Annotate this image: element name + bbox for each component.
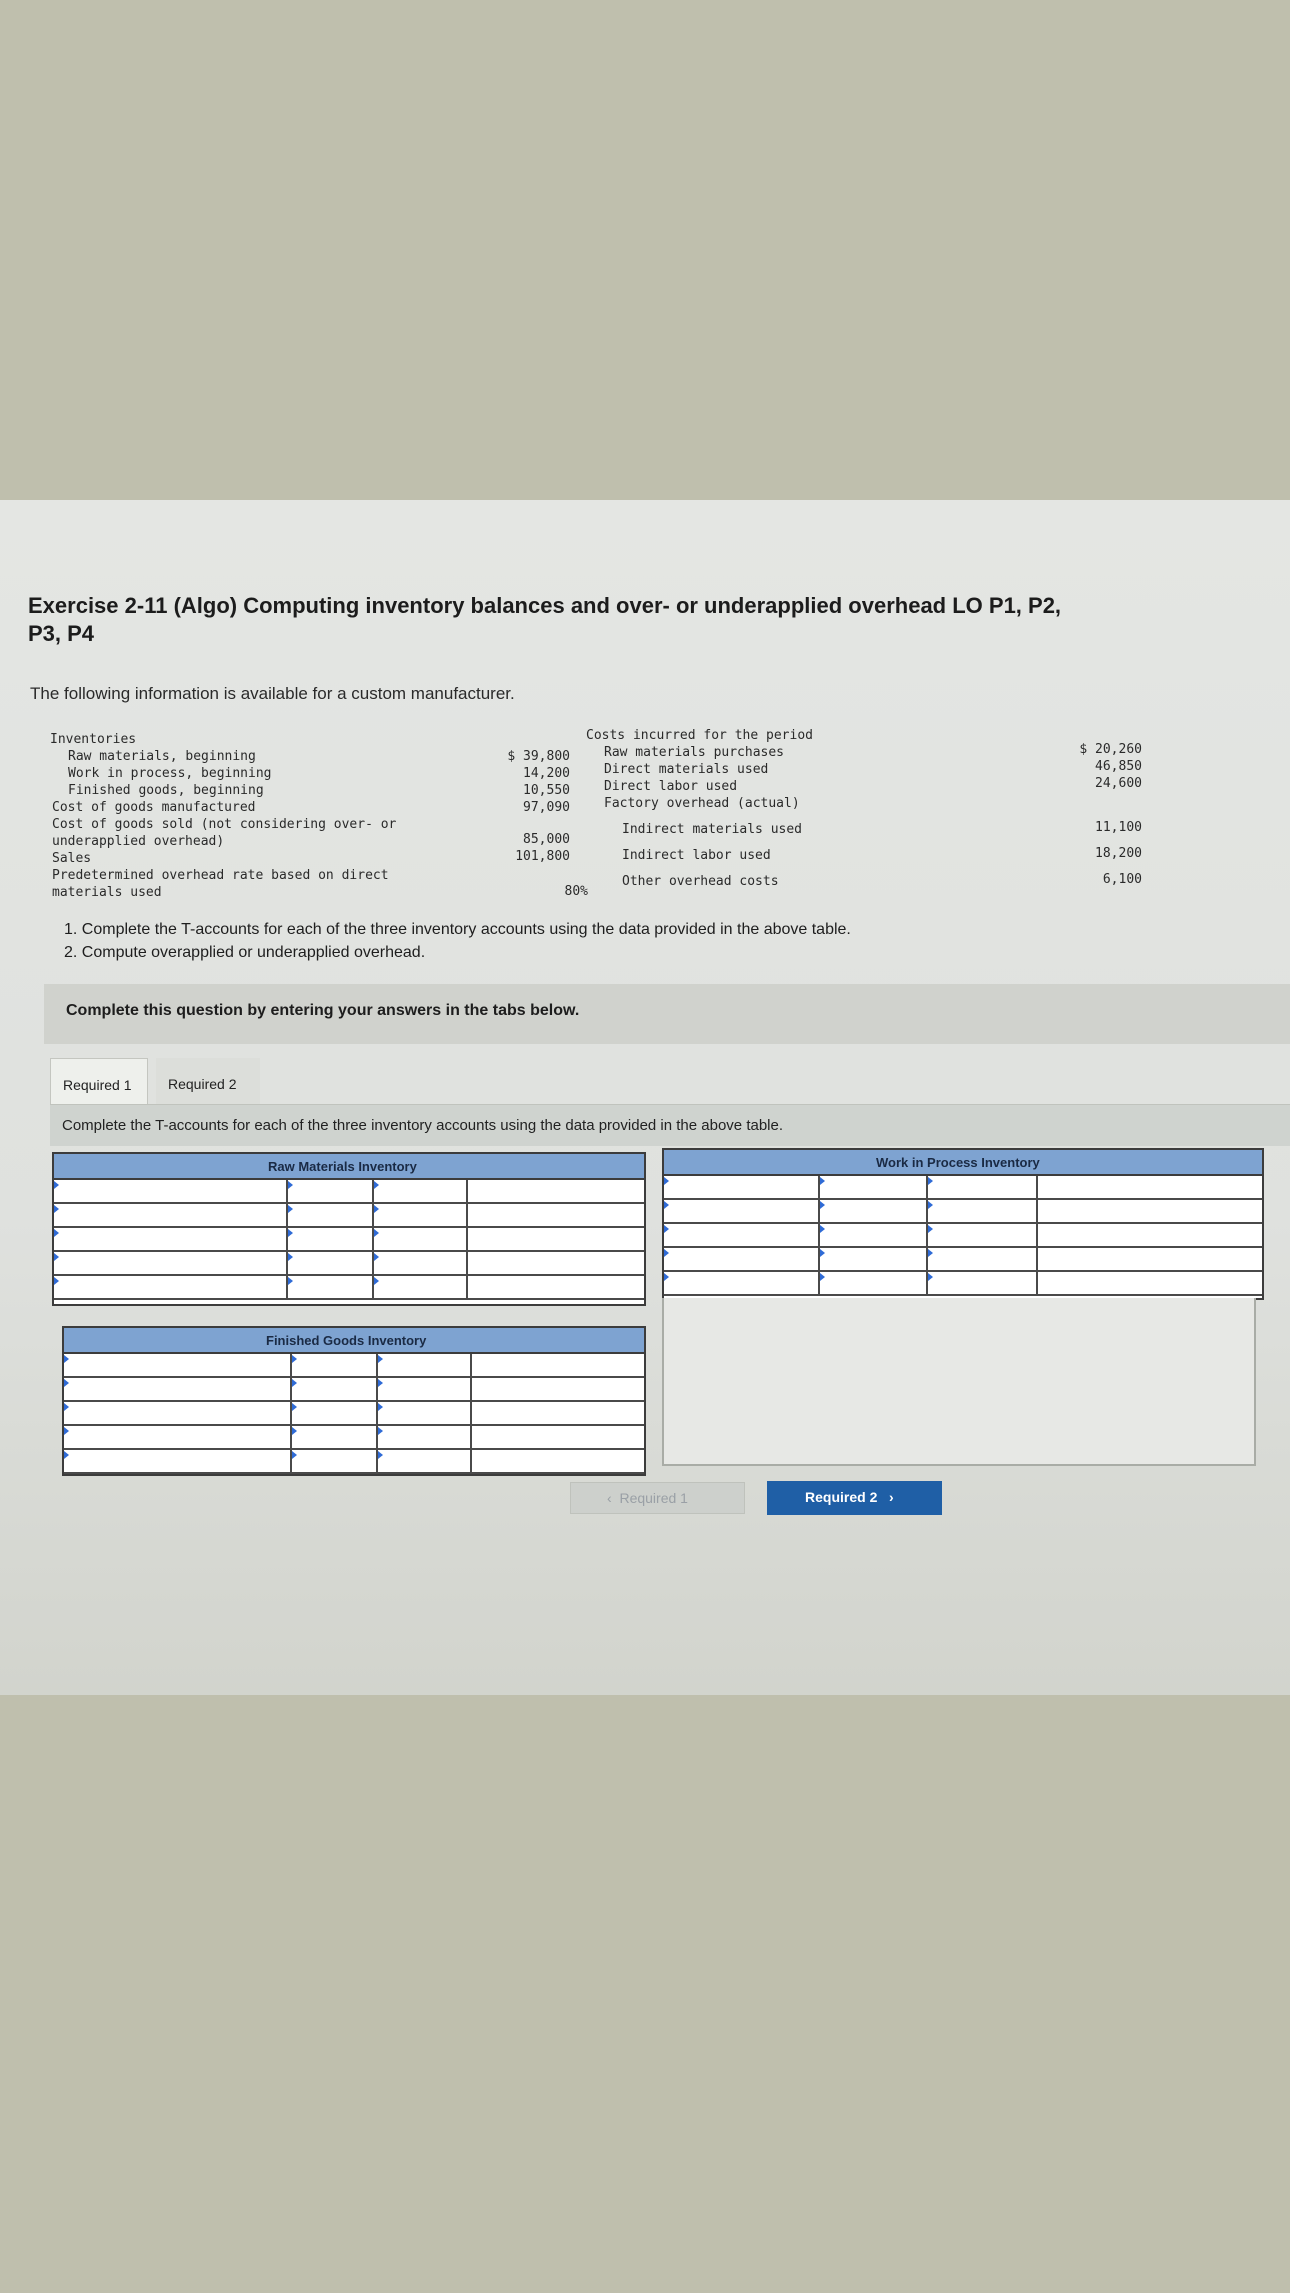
- t-account-debit-amount-input[interactable]: [288, 1276, 374, 1298]
- t-account-debit-label-input[interactable]: [64, 1378, 292, 1400]
- value-sales: 101,800: [515, 849, 570, 864]
- input-flag-icon: [378, 1427, 383, 1435]
- value-indirect-materials-used: 11,100: [1095, 820, 1142, 835]
- prev-button-label: Required 1: [619, 1490, 688, 1506]
- t-account-debit-amount-input[interactable]: [288, 1204, 374, 1226]
- t-account-row: [664, 1200, 1262, 1224]
- t-account-header: [664, 1150, 1262, 1176]
- t-account-finished-goods: [62, 1326, 646, 1476]
- t-account-credit-amount-input[interactable]: [378, 1354, 472, 1376]
- t-account-credit-label-input[interactable]: [472, 1426, 644, 1448]
- label-raw-materials-beginning: Raw materials, beginning: [68, 749, 256, 764]
- t-account-row: [664, 1176, 1262, 1200]
- t-account-debit-amount-input[interactable]: [288, 1252, 374, 1274]
- t-account-credit-label-input[interactable]: [468, 1204, 644, 1226]
- t-account-credit-amount-input[interactable]: [374, 1180, 468, 1202]
- input-flag-icon: [374, 1253, 379, 1261]
- t-account-debit-label-input[interactable]: [54, 1276, 288, 1298]
- input-flag-icon: [54, 1181, 59, 1189]
- input-flag-icon: [292, 1379, 297, 1387]
- label-factory-overhead: Factory overhead (actual): [604, 796, 800, 811]
- input-flag-icon: [374, 1181, 379, 1189]
- t-account-debit-label-input[interactable]: [664, 1224, 820, 1246]
- label-underapplied-overhead: underapplied overhead): [52, 834, 225, 849]
- t-account-debit-amount-input[interactable]: [288, 1228, 374, 1250]
- input-flag-icon: [378, 1403, 383, 1411]
- input-flag-icon: [928, 1273, 933, 1281]
- label-inventories: Inventories: [50, 732, 137, 747]
- chevron-right-icon: ›: [877, 1489, 894, 1505]
- input-flag-icon: [54, 1229, 59, 1237]
- t-account-debit-label-input[interactable]: [664, 1176, 820, 1198]
- t-account-credit-amount-input[interactable]: [378, 1426, 472, 1448]
- t-account-row: [64, 1378, 644, 1402]
- input-flag-icon: [664, 1225, 669, 1233]
- next-button[interactable]: [767, 1481, 942, 1515]
- value-finished-goods-beginning: 10,550: [523, 783, 570, 798]
- value-direct-materials-used: 46,850: [1095, 759, 1142, 774]
- input-flag-icon: [288, 1205, 293, 1213]
- tab-required-2[interactable]: Required 2: [156, 1058, 260, 1104]
- t-account-debit-label-input[interactable]: [64, 1450, 292, 1472]
- t-account-credit-label-input[interactable]: [1038, 1224, 1262, 1246]
- input-flag-icon: [64, 1403, 69, 1411]
- t-account-work-in-process: [662, 1148, 1264, 1300]
- t-account-row: [64, 1354, 644, 1378]
- value-overhead-rate: 80%: [564, 884, 588, 899]
- value-cost-of-goods-sold: 85,000: [523, 832, 570, 847]
- label-sales: Sales: [52, 851, 92, 866]
- input-flag-icon: [54, 1205, 59, 1213]
- t-account-debit-amount-input[interactable]: [288, 1180, 374, 1202]
- t-account-debit-label-input[interactable]: [64, 1402, 292, 1424]
- input-flag-icon: [64, 1379, 69, 1387]
- input-flag-icon: [64, 1427, 69, 1435]
- t-account-title: Raw Materials Inventory: [268, 1159, 417, 1174]
- empty-panel: [662, 1298, 1256, 1466]
- input-flag-icon: [288, 1181, 293, 1189]
- t-account-row: [64, 1402, 644, 1426]
- t-account-credit-amount-input[interactable]: [374, 1276, 468, 1298]
- t-account-credit-label-input[interactable]: [472, 1378, 644, 1400]
- t-account-debit-label-input[interactable]: [664, 1200, 820, 1222]
- label-raw-materials-purchases: Raw materials purchases: [604, 745, 785, 760]
- input-flag-icon: [292, 1403, 297, 1411]
- input-flag-icon: [928, 1201, 933, 1209]
- t-account-row: [54, 1204, 644, 1228]
- label-materials-used: materials used: [52, 885, 162, 900]
- input-flag-icon: [292, 1427, 297, 1435]
- t-account-row: [54, 1276, 644, 1300]
- input-flag-icon: [664, 1177, 669, 1185]
- input-flag-icon: [288, 1277, 293, 1285]
- screen: [0, 500, 1290, 1695]
- t-account-debit-label-input[interactable]: [664, 1248, 820, 1270]
- t-account-raw-materials: [52, 1152, 646, 1306]
- t-account-row: [664, 1248, 1262, 1272]
- label-work-in-process-beginning: Work in process, beginning: [68, 766, 272, 781]
- t-account-debit-amount-input[interactable]: [820, 1200, 928, 1222]
- label-direct-materials-used: Direct materials used: [604, 762, 769, 777]
- t-account-title: Finished Goods Inventory: [266, 1333, 427, 1348]
- task-description: Complete the T-accounts for each of the three inventory accounts using the data provided in the above table.: [62, 1117, 784, 1134]
- input-flag-icon: [928, 1249, 933, 1257]
- input-flag-icon: [928, 1225, 933, 1233]
- t-account-row: [664, 1224, 1262, 1248]
- input-flag-icon: [378, 1379, 383, 1387]
- value-work-in-process-beginning: 14,200: [523, 766, 570, 781]
- t-account-credit-label-input[interactable]: [468, 1276, 644, 1298]
- t-account-debit-label-input[interactable]: [664, 1272, 820, 1294]
- value-raw-materials-beginning: $ 39,800: [507, 749, 570, 764]
- exercise-intro: The following information is available for a custom manufacturer.: [30, 684, 515, 703]
- input-flag-icon: [292, 1451, 297, 1459]
- input-flag-icon: [374, 1205, 379, 1213]
- label-other-overhead-costs: Other overhead costs: [622, 874, 779, 889]
- t-account-credit-amount-input[interactable]: [928, 1176, 1038, 1198]
- banner-text: Complete this question by entering your answers in the tabs below.: [66, 1002, 580, 1019]
- t-account-header: [64, 1328, 644, 1354]
- t-account-debit-label-input[interactable]: [54, 1204, 288, 1226]
- t-account-credit-amount-input[interactable]: [378, 1450, 472, 1472]
- t-account-row: [54, 1180, 644, 1204]
- t-account-credit-label-input[interactable]: [1038, 1272, 1262, 1294]
- input-flag-icon: [374, 1277, 379, 1285]
- input-flag-icon: [820, 1249, 825, 1257]
- t-account-debit-amount-input[interactable]: [292, 1378, 378, 1400]
- t-account-credit-amount-input[interactable]: [928, 1200, 1038, 1222]
- t-account-credit-label-input[interactable]: [468, 1180, 644, 1202]
- t-account-credit-label-input[interactable]: [472, 1354, 644, 1376]
- input-flag-icon: [928, 1177, 933, 1185]
- input-flag-icon: [820, 1273, 825, 1281]
- input-flag-icon: [664, 1249, 669, 1257]
- tab-required-1[interactable]: Required 1: [50, 1058, 148, 1104]
- input-flag-icon: [54, 1253, 59, 1261]
- t-account-credit-amount-input[interactable]: [928, 1272, 1038, 1294]
- t-account-credit-label-input[interactable]: [472, 1402, 644, 1424]
- t-account-debit-label-input[interactable]: [64, 1426, 292, 1448]
- exercise-title: Exercise 2-11 (Algo) Computing inventory balances and over- or underapplied overhead LO P1, P2, P3, P4: [28, 593, 1062, 646]
- t-account-credit-amount-input[interactable]: [928, 1248, 1038, 1270]
- t-account-credit-label-input[interactable]: [472, 1450, 644, 1472]
- label-cost-of-goods-sold: Cost of goods sold (not considering over- or: [52, 817, 397, 832]
- t-account-credit-label-input[interactable]: [1038, 1200, 1262, 1222]
- t-account-credit-amount-input[interactable]: [378, 1402, 472, 1424]
- next-button-label: Required 2: [805, 1489, 878, 1505]
- t-account-credit-label-input[interactable]: [468, 1252, 644, 1274]
- input-flag-icon: [378, 1451, 383, 1459]
- t-account-debit-amount-input[interactable]: [292, 1354, 378, 1376]
- input-flag-icon: [664, 1201, 669, 1209]
- value-direct-labor-used: 24,600: [1095, 776, 1142, 791]
- input-flag-icon: [820, 1201, 825, 1209]
- t-account-credit-label-input[interactable]: [1038, 1176, 1262, 1198]
- input-flag-icon: [374, 1229, 379, 1237]
- t-account-credit-amount-input[interactable]: [374, 1228, 468, 1250]
- t-account-debit-label-input[interactable]: [54, 1252, 288, 1274]
- input-flag-icon: [292, 1355, 297, 1363]
- instruction-2: 2. Compute overapplied or underapplied overhead.: [64, 944, 426, 961]
- input-flag-icon: [288, 1253, 293, 1261]
- value-raw-materials-purchases: $ 20,260: [1079, 742, 1142, 757]
- input-flag-icon: [288, 1229, 293, 1237]
- t-account-debit-amount-input[interactable]: [820, 1224, 928, 1246]
- t-account-debit-amount-input[interactable]: [820, 1176, 928, 1198]
- chevron-left-icon: ‹: [607, 1490, 620, 1506]
- t-account-credit-amount-input[interactable]: [928, 1224, 1038, 1246]
- t-account-row: [54, 1228, 644, 1252]
- prev-button[interactable]: [570, 1482, 745, 1514]
- t-account-credit-label-input[interactable]: [468, 1228, 644, 1250]
- input-flag-icon: [64, 1355, 69, 1363]
- input-flag-icon: [820, 1177, 825, 1185]
- t-account-debit-amount-input[interactable]: [820, 1248, 928, 1270]
- t-account-header: [54, 1154, 644, 1180]
- t-account-debit-amount-input[interactable]: [292, 1402, 378, 1424]
- t-account-credit-amount-input[interactable]: [374, 1252, 468, 1274]
- t-account-debit-label-input[interactable]: [54, 1180, 288, 1202]
- label-indirect-materials-used: Indirect materials used: [622, 822, 803, 837]
- instructions: [64, 918, 851, 964]
- value-other-overhead-costs: 6,100: [1102, 872, 1142, 887]
- value-indirect-labor-used: 18,200: [1095, 846, 1142, 861]
- t-account-row: [54, 1252, 644, 1276]
- t-account-row: [64, 1426, 644, 1450]
- label-indirect-labor-used: Indirect labor used: [622, 848, 771, 863]
- t-account-debit-label-input[interactable]: [64, 1354, 292, 1376]
- label-direct-labor-used: Direct labor used: [604, 779, 738, 794]
- t-account-debit-amount-input[interactable]: [820, 1272, 928, 1294]
- label-finished-goods-beginning: Finished goods, beginning: [68, 783, 264, 798]
- input-flag-icon: [820, 1225, 825, 1233]
- t-account-debit-label-input[interactable]: [54, 1228, 288, 1250]
- task-description-bar: [50, 1104, 1290, 1146]
- t-account-title: Work in Process Inventory: [876, 1155, 1040, 1170]
- input-flag-icon: [54, 1277, 59, 1285]
- t-account-debit-amount-input[interactable]: [292, 1450, 378, 1472]
- label-costs-incurred-header: Costs incurred for the period: [586, 728, 813, 743]
- t-account-credit-amount-input[interactable]: [378, 1378, 472, 1400]
- t-account-credit-amount-input[interactable]: [374, 1204, 468, 1226]
- instructions-banner: [44, 984, 1290, 1044]
- label-cost-of-goods-manufactured: Cost of goods manufactured: [52, 800, 256, 815]
- value-cost-of-goods-manufactured: 97,090: [523, 800, 570, 815]
- instruction-1: 1. Complete the T-accounts for each of the three inventory accounts using the data provided in the above table.: [64, 921, 851, 938]
- t-account-debit-amount-input[interactable]: [292, 1426, 378, 1448]
- t-account-credit-label-input[interactable]: [1038, 1248, 1262, 1270]
- input-flag-icon: [664, 1273, 669, 1281]
- t-account-row: [664, 1272, 1262, 1296]
- input-flag-icon: [64, 1451, 69, 1459]
- t-account-row: [64, 1450, 644, 1474]
- label-predetermined-rate: Predetermined overhead rate based on direct: [52, 868, 389, 883]
- input-flag-icon: [378, 1355, 383, 1363]
